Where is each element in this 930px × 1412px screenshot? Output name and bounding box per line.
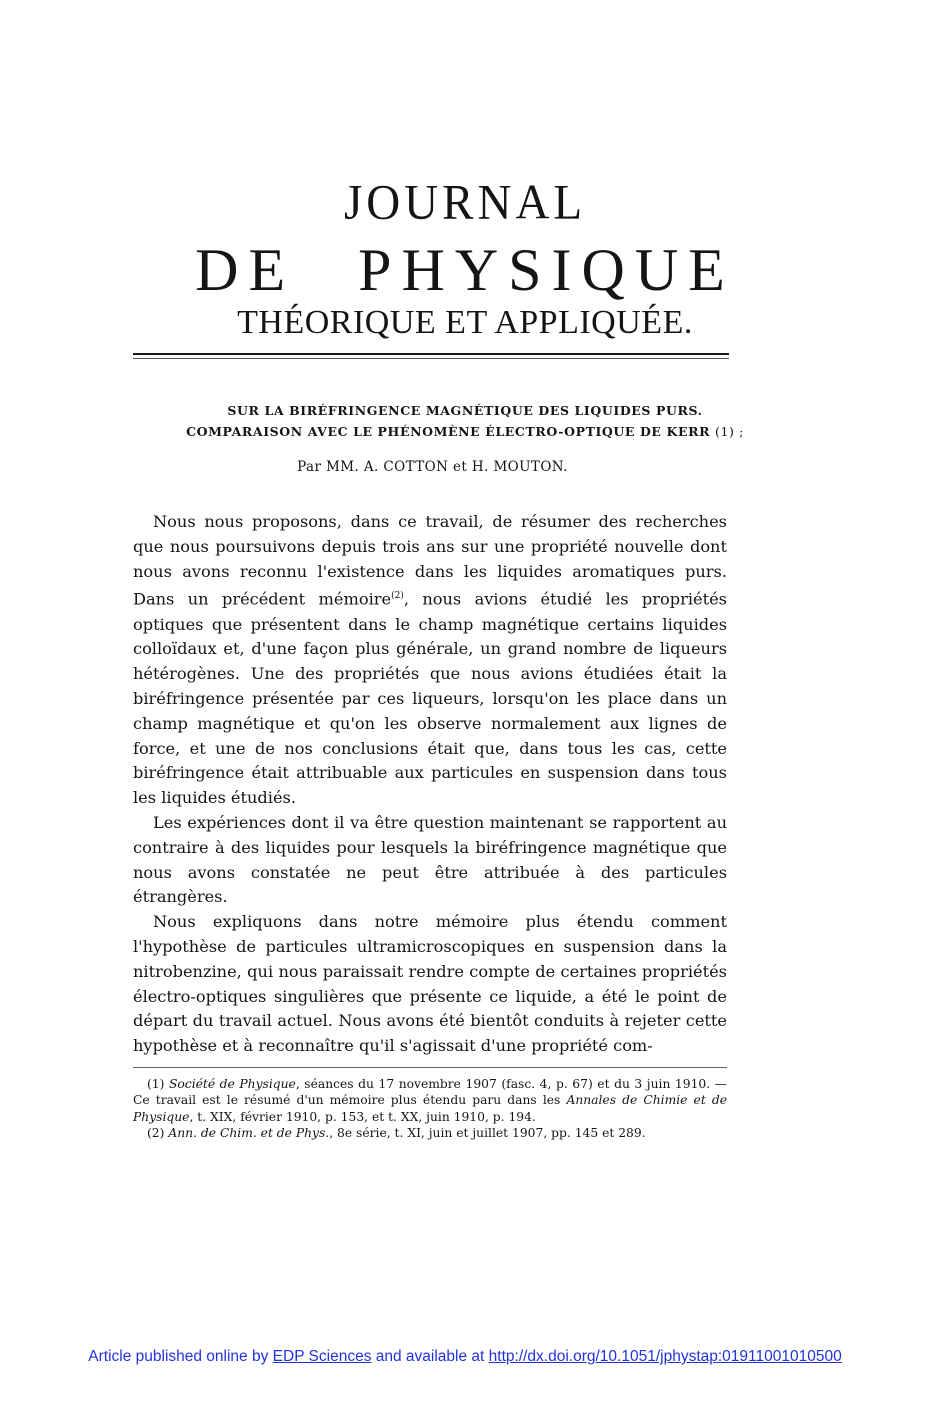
doi-link[interactable]: http://dx.doi.org/10.1051/jphystap:01911001010500 [488,1348,842,1365]
footnote-rule [133,1067,727,1068]
footnote-2 [133,1125,727,1141]
article-title-note: (1) ; [715,424,744,439]
journal-subtitle: DE PHYSIQUE [195,237,735,303]
paragraph-1-part-b: , nous avions étudié les propriétés optiques que présentent dans le champ magnétique certains liquides colloïdaux et, d'une façon plus générale, un grand nombre de liqueurs hétérogènes. Une des propriétés que nous avions étudiées était la biréfringence présentée par ces liqueurs, lorsqu'on les place dans un champ magnétique et qu'on les observe normalement aux lignes de force, et une de nos conclusions était que, dans tous les cas, cette biréfringence était attribuable aux particules en suspension dans tous les liquides étudiés. [133,589,727,808]
paragraph-1 [133,510,727,811]
footnote-ref-2: (2) [391,591,404,602]
paragraph-1-part-a: Nous nous proposons, dans ce travail, de résumer des recherches que nous poursuivons depuis trois ans sur une propriété nouvelle dont nous avons reconnu l'existence dans les liquides aromatiques purs. Dans un précédent mémoire [133,512,727,609]
footnote-2-mark: (2) [147,1126,165,1141]
footnote-1-text-a: , séances du 17 novembre 1907 (fasc. 4, p. 67) et du 3 juin 1910. — Ce travail est le résumé d'un mémoire plus étendu paru dans les [133,1077,727,1108]
article-title-line1: SUR LA BIRÉFRINGENCE MAGNÉTIQUE DES LIQUIDES PURS. [227,403,703,418]
header-rule-thin [133,358,729,359]
footnotes [133,1076,727,1142]
footnote-1-source: Société de Physique [168,1077,296,1091]
banner-middle: and available at [371,1348,489,1365]
publication-banner [0,1348,930,1366]
footnote-1 [133,1076,727,1125]
footnote-1-journal: Annales de Chimie et de Physique [133,1093,727,1124]
footnote-2-source: Ann. de Chim. et de Phys. [168,1126,330,1141]
journal-title: JOURNAL [343,175,587,231]
article-author: Par MM. A. COTTON et H. MOUTON. [297,459,568,475]
paragraph-3: Nous expliquons dans notre mémoire plus étendu comment l'hypothèse de particules ultramicroscopiques en suspension dans la nitrobenzine, qui nous paraissait rendre compte de certaines propriétés électro-optiques singulières que présente ce liquide, a été le point de départ du travail actuel. Nous avons été bientôt conduits à rejeter cette hypothèse et à reconnaître qu'il s'agissait d'une propriété com- [133,912,727,1056]
footnote-1-mark: (1) [147,1077,165,1091]
article-title-line2 [120,424,810,439]
paragraph-2: Les expériences dont il va être question maintenant se rapportent au contraire à des liquides pour lesquels la biréfringence magnétique que nous avons constatée ne peut être attribuée à des particules étrangères. [133,812,727,907]
article-title-line2-text: COMPARAISON AVEC LE PHÉNOMÈNE ÉLECTRO-OPTIQUE DE KERR [186,424,711,439]
footnote-1-text-b: , t. XIX, février 1910, p. 153, et t. XX, juin 1910, p. 194. [189,1109,536,1124]
footnote-2-text: , 8e série, t. XI, juin et juillet 1907, pp. 145 et 289. [329,1126,646,1141]
journal-tagline: THÉORIQUE ET APPLIQUÉE. [237,304,693,341]
header-rule [133,353,729,355]
banner-prefix: Article published online by [88,1348,273,1365]
article-body [133,510,727,1059]
publisher-link[interactable]: EDP Sciences [272,1348,372,1365]
